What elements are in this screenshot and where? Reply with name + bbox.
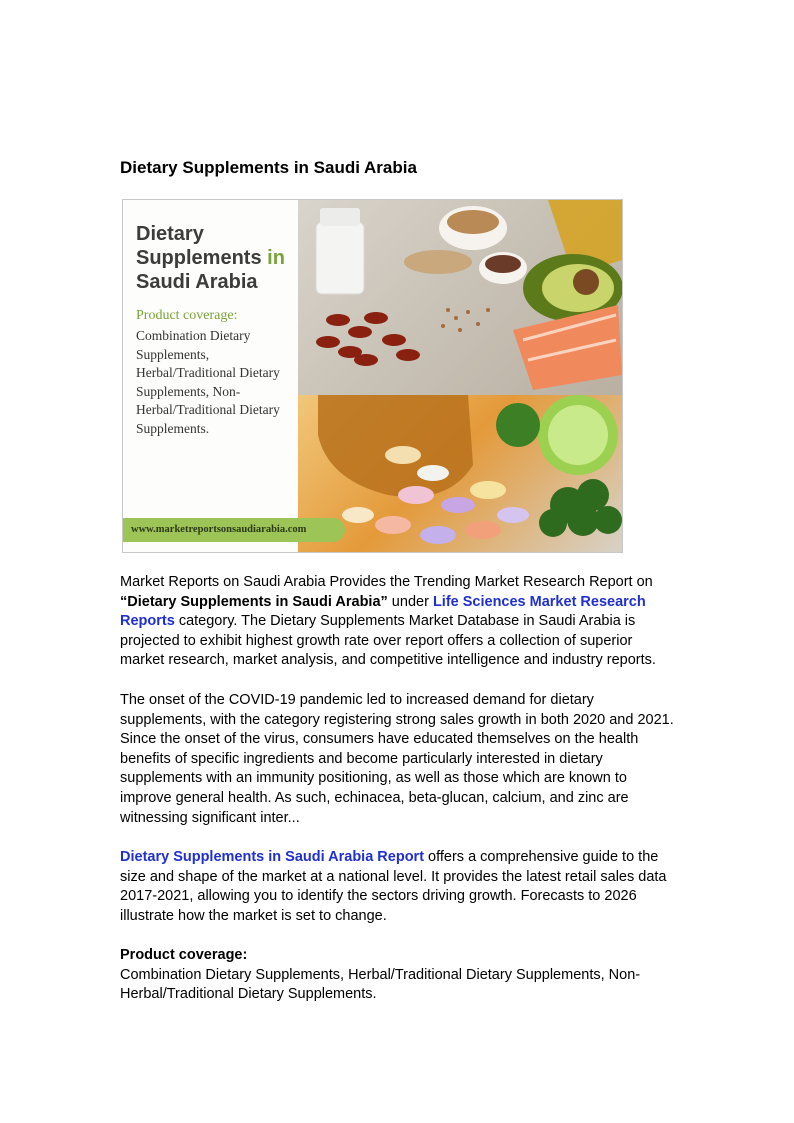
banner-heading-part2: Saudi Arabia [136,271,258,293]
banner-coverage-label: Product coverage: [136,308,238,323]
banner-heading-highlight: in [267,247,285,269]
intro-rest-text: category. The Dietary Supplements Market Database in Saudi Arabia is projected to exhibit highest growth rate over report offers a collection of superior market research, market analysis, and competitive intelligence and industry reports. [120,613,656,669]
supplements-food-photo [298,200,622,395]
pills-vegetables-illustration [298,395,622,552]
product-coverage-label: Product coverage: [120,947,248,963]
page-title: Dietary Supplements in Saudi Arabia [120,158,417,177]
product-coverage-section [120,946,680,1005]
pills-vegetables-photo [298,395,622,552]
report-link[interactable]: Dietary Supplements in Saudi Arabia Report [120,849,425,865]
banner-coverage-text: Combination Dietary Supplements, Herbal/Traditional Dietary Supplements, Non-Herbal/Traditional Dietary Supplements. [136,328,280,436]
report-paragraph [120,848,680,926]
life-sciences-category-link[interactable]: Life Sciences Market Research Reports [120,593,646,630]
quoted-report-title: “Dietary Supplements in Saudi Arabia” [120,593,388,610]
banner-heading [136,222,298,294]
banner-website-url: www.marketreportsonsaudiarabia.com [123,518,345,542]
intro-text: Market Reports on Saudi Arabia Provides the Trending Market Research Report on [120,574,653,590]
product-coverage-text: Combination Dietary Supplements, Herbal/Traditional Dietary Supplements, Non-Herbal/Traditional Dietary Supplements. [120,966,641,1003]
banner-heading-part1: Dietary Supplements [136,223,268,269]
report-rest-text: offers a comprehensive guide to the size and shape of the market at a national level. It provides the latest retail sales data 2017-2021, allowing you to identify the sectors driving growth. Forecasts to 2026 illustrate how the market is set to change. [120,849,667,924]
supplements-food-illustration [298,200,622,395]
covid-paragraph: The onset of the COVID-19 pandemic led to increased demand for dietary supplements, with the category registering strong sales growth in both 2020 and 2021. Since the onset of the virus, consumers have educated themselves on the health benefits of specific ingredients and become particularly interested in dietary supplements with an immunity positioning, as well as those which are known to improve general health. As such, echinacea, beta-glucan, calcium, and zinc are witnessing significant inter... [120,692,674,826]
banner-text-panel [123,200,298,552]
intro-paragraph [120,573,680,671]
under-text: under [387,593,433,610]
report-banner-image [122,199,623,553]
